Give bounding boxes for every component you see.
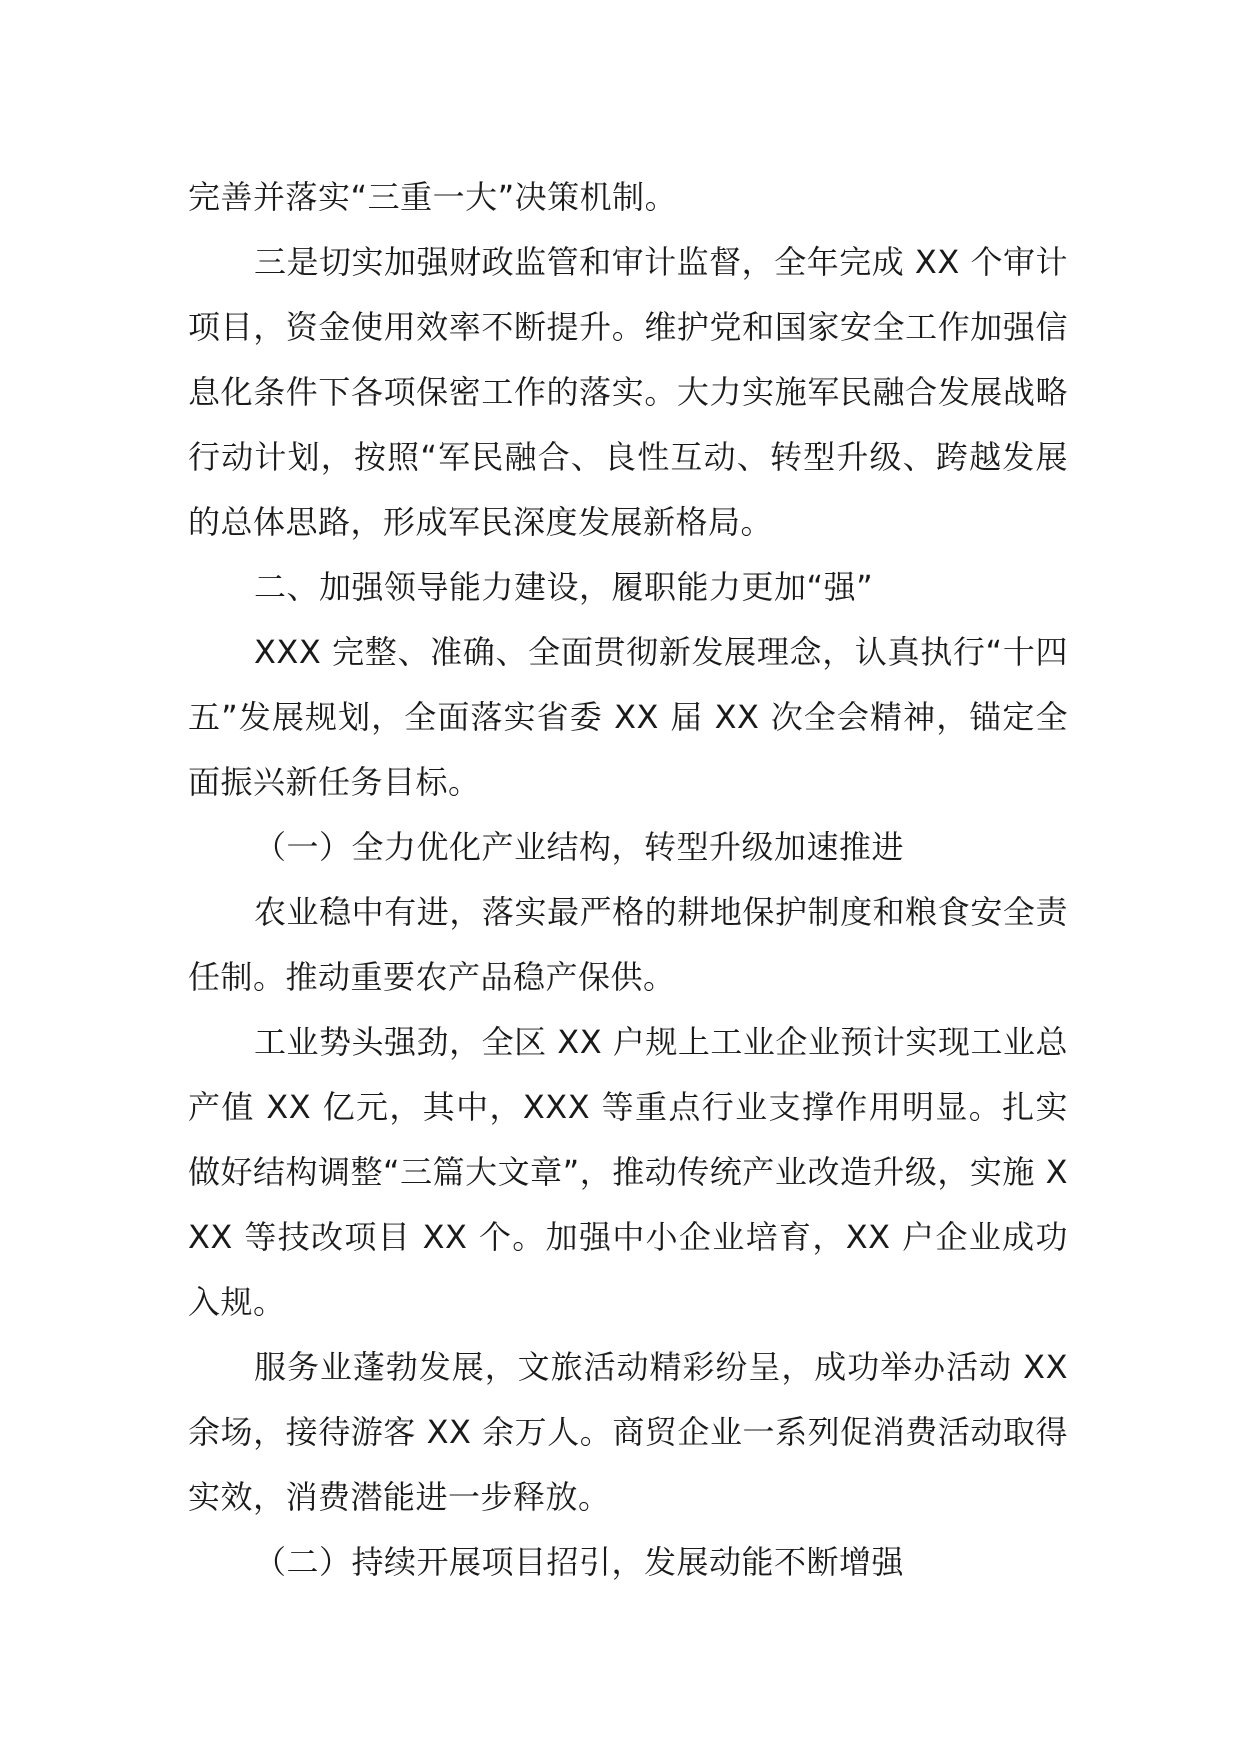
paragraph-industry: 工业势头强劲，全区 XX 户规上工业企业预计实现工业总产值 XX 亿元，其中，XXX 等重点行业支撑作用明显。扎实做好结构调整“三篇大文章”，推动传统产业改造升级，实施 XXX 等技改项目 XX 个。加强中小企业培育，XX 户企业成功入规。 — [188, 1023, 1068, 1321]
paragraph-agriculture: 农业稳中有进，落实最严格的耕地保护制度和粮食安全责任制。推动重要农产品稳产保供。 — [188, 893, 1068, 996]
subsection-heading-industry-structure: （一）全力优化产业结构，转型升级加速推进 — [254, 828, 905, 866]
section-heading-leadership: 二、加强领导能力建设，履职能力更加“强” — [254, 568, 874, 606]
paragraph-decision-mechanism: 完善并落实“三重一大”决策机制。 — [188, 178, 678, 216]
subsection-heading-project-attraction: （二）持续开展项目招引，发展动能不断增强 — [254, 1543, 905, 1581]
document-body — [188, 165, 1068, 1595]
paragraph-services: 服务业蓬勃发展，文旅活动精彩纷呈，成功举办活动 XX 余场，接待游客 XX 余万人。商贸企业一系列促消费活动取得实效，消费潜能进一步释放。 — [188, 1348, 1068, 1516]
paragraph-development-concept: XXX 完整、准确、全面贯彻新发展理念，认真执行“十四五”发展规划，全面落实省委 XX 届 XX 次全会精神，锚定全面振兴新任务目标。 — [188, 633, 1068, 801]
paragraph-audit-supervision: 三是切实加强财政监管和审计监督，全年完成 XX 个审计项目，资金使用效率不断提升。维护党和国家安全工作加强信息化条件下各项保密工作的落实。大力实施军民融合发展战略行动计划，按照“军民融合、良性互动、转型升级、跨越发展的总体思路，形成军民深度发展新格局。 — [188, 243, 1068, 541]
